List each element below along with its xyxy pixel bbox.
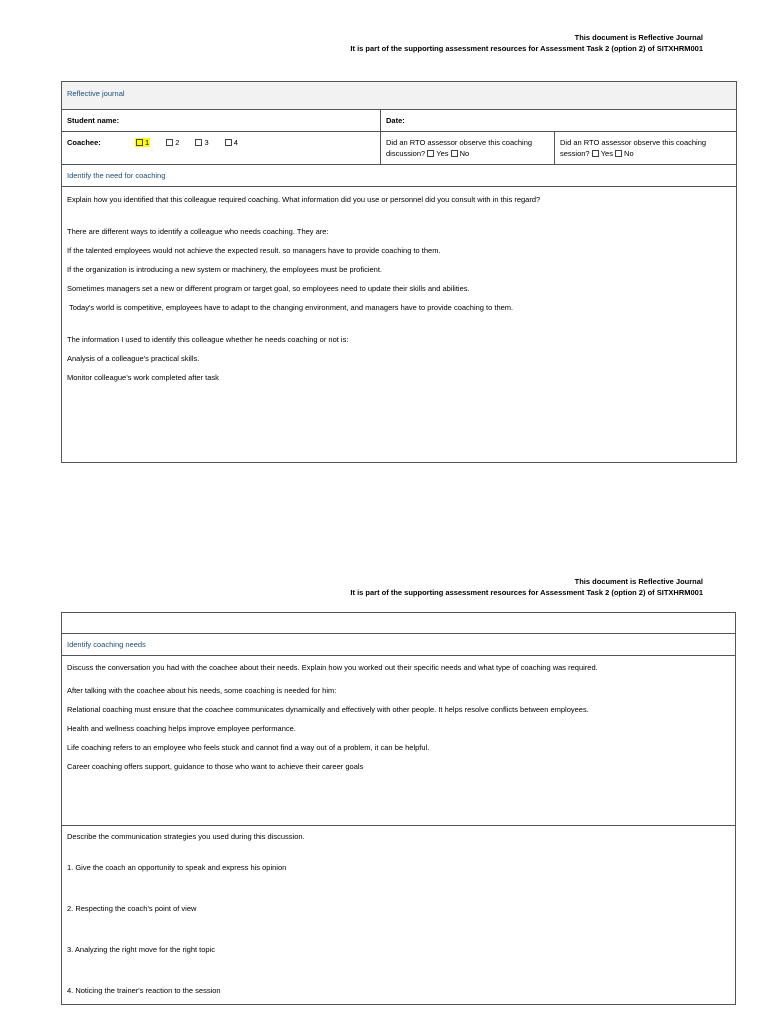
checkbox-icon	[136, 139, 143, 146]
info-line: Monitor colleague's work completed after task	[67, 373, 219, 382]
strategy-item: 2. Respecting the coach's point of view	[67, 904, 197, 913]
section-title-coaching-needs: Identify coaching needs	[62, 634, 736, 656]
empty-header-row	[62, 613, 736, 634]
checkbox-icon	[451, 150, 458, 157]
strategies-prompt: Describe the communication strategies you used during this discussion.	[67, 832, 305, 841]
checkbox-icon	[225, 139, 232, 146]
coaching-needs-answer-cell[interactable]	[62, 656, 736, 826]
rto-session-yes[interactable]: Yes	[592, 149, 613, 158]
coachee-label: Coachee:	[67, 138, 101, 147]
coachee-option-2[interactable]: 2	[166, 138, 179, 147]
coachee-option-4[interactable]: 4	[225, 138, 238, 147]
rto-discussion-no[interactable]: No	[451, 149, 470, 158]
answer-line: Health and wellness coaching helps improve employee performance.	[67, 724, 296, 733]
checkbox-icon	[427, 150, 434, 157]
checkbox-icon	[615, 150, 622, 157]
answer-line: If the talented employees would not achieve the expected result. so managers have to provide coaching to them.	[67, 246, 441, 255]
rto-discussion-yes[interactable]: Yes	[427, 149, 448, 158]
prompt: Discuss the conversation you had with the coachee about their needs. Explain how you worked out their specific needs and what type of coaching was required.	[67, 663, 598, 672]
answer-line: Today's world is competitive, employees have to adapt to the changing environment, and managers have to provide coaching to them.	[67, 303, 514, 312]
checkbox-icon	[166, 139, 173, 146]
journal-title: Reflective journal	[62, 82, 737, 110]
strategy-item: 4. Noticing the trainer's reaction to the session	[67, 986, 221, 995]
need-answer-cell[interactable]	[62, 187, 737, 463]
answer-line: After talking with the coachee about his needs, some coaching is needed for him:	[67, 686, 337, 695]
date-label: Date:	[381, 110, 737, 132]
rto-discussion-cell	[381, 132, 555, 165]
rto-session-cell	[555, 132, 737, 165]
reflective-journal-table	[61, 81, 737, 463]
answer-line: If the organization is introducing a new system or machinery, the employees must be proficient.	[67, 265, 383, 274]
rto-session-question: Did an RTO assessor observe this coaching session?	[560, 138, 707, 158]
header-line1: This document is Reflective Journal	[574, 577, 703, 586]
header-line2: It is part of the supporting assessment resources for Assessment Task 2 (option 2) of SITXHRM001	[350, 44, 703, 53]
answer-line: Career coaching offers support, guidance to those who want to achieve their career goals	[67, 762, 364, 771]
strategy-item: 3. Analyzing the right move for the right topic	[67, 945, 215, 954]
info-line: Analysis of a colleague's practical skills.	[67, 354, 200, 363]
strategy-item: 1. Give the coach an opportunity to speak and express his opinion	[67, 863, 287, 872]
prompt: Explain how you identified that this colleague required coaching. What information did you use or personnel did you consult with in this regard?	[67, 195, 541, 204]
checkbox-icon	[592, 150, 599, 157]
header-line1: This document is Reflective Journal	[574, 33, 703, 42]
student-name-label: Student name:	[62, 110, 381, 132]
strategies-answer-cell[interactable]	[62, 826, 736, 1005]
coachee-row	[62, 132, 381, 165]
checkbox-icon	[195, 139, 202, 146]
page2-header	[350, 576, 703, 598]
answer-line: Sometimes managers set a new or different program or target goal, so employees need to update their skills and abilities.	[67, 284, 470, 293]
answer-line: There are different ways to identify a colleague who needs coaching. They are:	[67, 227, 329, 236]
answer-line: Relational coaching must ensure that the coachee communicates dynamically and effectively with other people. It helps resolve conflicts between employees.	[67, 705, 589, 714]
section-title-need: Identify the need for coaching	[62, 165, 737, 187]
page1-header	[350, 32, 703, 54]
rto-session-no[interactable]: No	[615, 149, 634, 158]
rto-discussion-question: Did an RTO assessor observe this coaching discussion?	[386, 138, 533, 158]
info-line: The information I used to identify this colleague whether he needs coaching or not is:	[67, 335, 349, 344]
answer-line: Life coaching refers to an employee who feels stuck and cannot find a way out of a problem, it can be helpful.	[67, 743, 430, 752]
header-line2: It is part of the supporting assessment resources for Assessment Task 2 (option 2) of SITXHRM001	[350, 588, 703, 597]
coaching-needs-table	[61, 612, 736, 1005]
coachee-option-1[interactable]: 1	[135, 138, 150, 147]
coachee-option-3[interactable]: 3	[195, 138, 208, 147]
